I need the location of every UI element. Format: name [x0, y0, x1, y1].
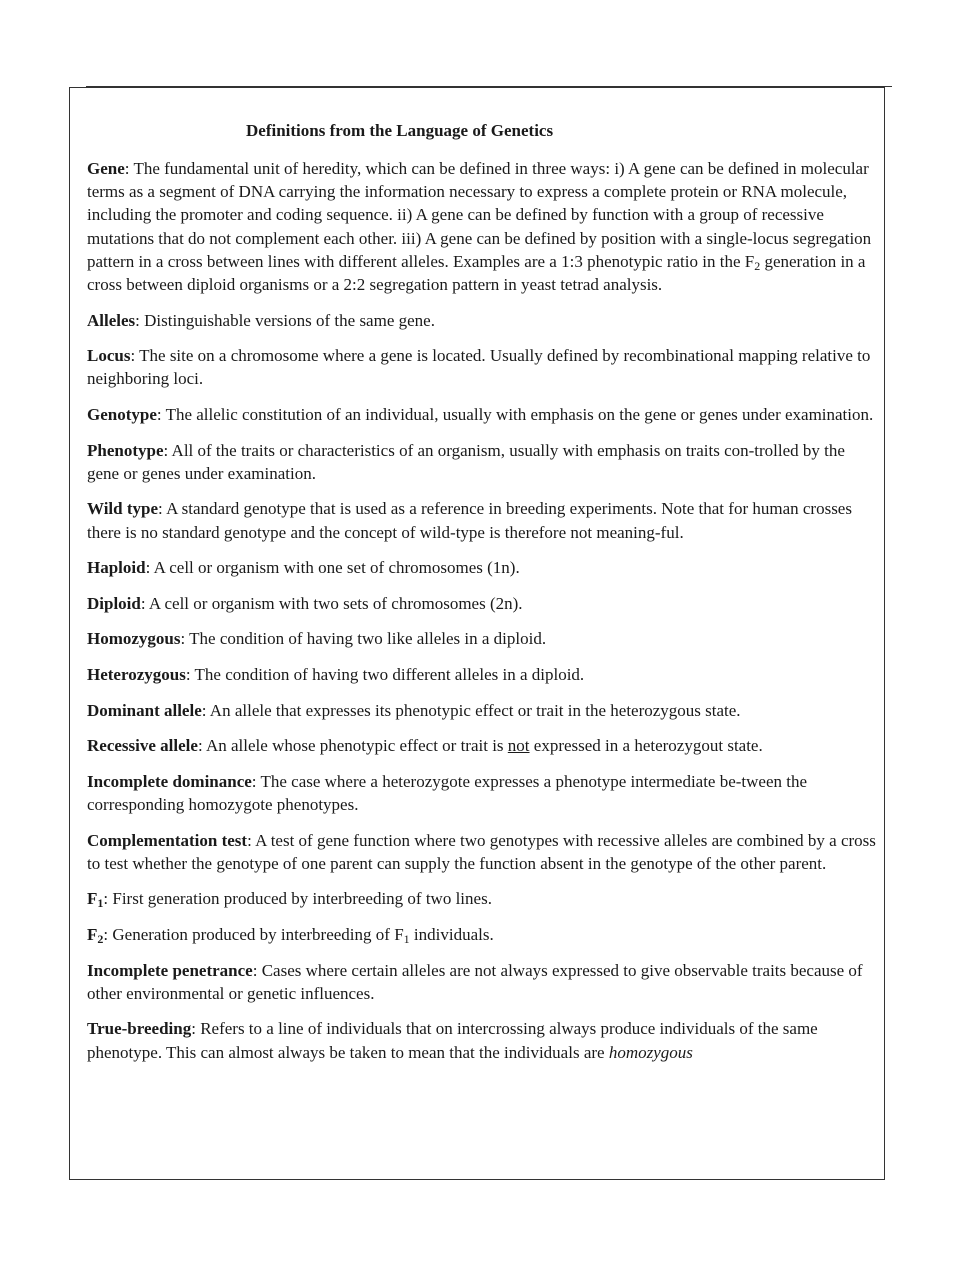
definition-heterozygous: Heterozygous: The condition of having two different alleles in a diploid.	[87, 664, 585, 684]
definition-text: The condition of having two different alleles in a diploid.	[194, 664, 585, 684]
definition-term	[87, 925, 103, 944]
term-base: F	[87, 924, 98, 944]
definition-term: Locus	[87, 346, 131, 366]
definition-text: A test of gene function where two genotypes with recessive alleles are combined by a cross to test whether the genotype of one parent can supply the function absent in the genotype of the other parent.	[87, 830, 876, 873]
definition-text: First generation produced by interbreeding of two lines.	[112, 889, 492, 909]
underlined-word: not	[507, 736, 530, 756]
subscript: 1	[403, 931, 410, 946]
italic-word: homozygous	[608, 1042, 693, 1062]
definition-homozygous: Homozygous: The condition of having two like alleles in a diploid.	[87, 629, 547, 649]
subscript-base: F	[744, 251, 755, 271]
definition-term: Incomplete penetrance	[87, 960, 253, 980]
definition-wild-type: Wild type: A standard genotype that is used as a reference in breeding experiments. Note that for human crosses there is no standard genotype and the concept of wild-type is therefore not meaning-ful.	[87, 499, 852, 542]
definition-text: The allelic constitution of an individual, usually with emphasis on the gene or genes under examination.	[165, 405, 874, 424]
definition-dominant-allele: Dominant allele: An allele that expresses its phenotypic effect or trait in the heterozygous state.	[87, 700, 741, 720]
definition-term: Homozygous	[87, 629, 181, 649]
definition-term: Genotype	[87, 405, 157, 424]
definition-incomplete-dominance: Incomplete dominance: The case where a heterozygote expresses a phenotype intermediate be-tween the corresponding homozygote phenotypes.	[87, 771, 808, 814]
definition-term: Incomplete dominance	[87, 771, 252, 791]
definition-text-cont: individuals.	[409, 924, 494, 944]
definition-text: A cell or organism with two sets of chromosomes (2n).	[148, 593, 523, 613]
definition-true-breeding: True-breeding: Refers to a line of individuals that on intercrossing always produce individuals of the same phenotype. This can almost always be taken to mean that the individuals are homozygous	[87, 1019, 818, 1062]
subscript-base: F	[394, 924, 404, 944]
definition-text: An allele whose phenotypic effect or trait is	[205, 736, 508, 756]
definition-genotype: Genotype: The allelic constitution of an individual, usually with emphasis on the gene or genes under examination.	[87, 405, 874, 424]
definition-text: An allele that expresses its phenotypic effect or trait in the heterozygous state.	[209, 700, 741, 720]
definition-text: A standard genotype that is used as a reference in breeding experiments. Note that for human crosses there is no standard genotype and the concept of wild-type is therefore not meaning-ful.	[87, 499, 852, 542]
subscript: 2	[754, 258, 761, 273]
definition-term: Alleles	[87, 310, 136, 330]
definition-term: Gene	[87, 159, 125, 178]
definition-gene: Gene: The fundamental unit of heredity, which can be defined in three ways: i) A gene can be defined in molecular terms as a segment of DNA carrying the information necessary to express a complete protein or RNA molecule, including the promoter and coding sequence. ii) A gene can be defined by function with a group of recessive mutations that do not complement each other. iii) A gene can be defined by position with a single-locus segregation pattern in a cross between lines with different alleles. Examples are a 1:3 phenotypic ratio in the $F_2$ generation in a cross between diploid organisms or a 2:2 segregation pattern in yeast tetrad analysis.	[87, 159, 872, 295]
definition-incomplete-penetrance: Incomplete penetrance: Cases where certain alleles are not always expressed to give observable traits because of other environmental or genetic influences.	[87, 960, 863, 1003]
subscript: 2	[97, 931, 104, 946]
definition-f2: $F_2$: Generation produced by interbreeding of $F_1$ individuals.	[87, 924, 494, 946]
definition-text: Distinguishable versions of the same gene.	[144, 310, 435, 330]
definition-text: A cell or organism with one set of chromosomes (1n).	[153, 558, 520, 578]
definition-f1: $F_1$: First generation produced by interbreeding of two lines.	[87, 889, 492, 911]
definition-text: All of the traits or characteristics of an organism, usually with emphasis on traits con-trolled by the gene or genes under examination.	[87, 440, 845, 483]
definition-text: The condition of having two like alleles in a diploid.	[189, 629, 547, 649]
definition-term: Recessive allele	[87, 736, 198, 756]
definition-term: Complementation test	[87, 830, 248, 850]
definition-text: The case where a heterozygote expresses a phenotype intermediate be-tween the corresponding homozygote phenotypes.	[87, 771, 808, 814]
definition-recessive-allele: Recessive allele: An allele whose phenotypic effect or trait is not expressed in a heterozygout state.	[87, 736, 763, 756]
definition-text-cont: generation in a cross between diploid organisms or a 2:2 segregation pattern in yeast tetrad analysis.	[87, 251, 866, 295]
definition-term	[87, 889, 104, 911]
definition-term: Wild type	[87, 499, 159, 519]
definition-term: Haploid	[87, 558, 146, 578]
definition-term: Phenotype	[87, 440, 164, 460]
definition-text: Refers to a line of individuals that on intercrossing always produce individuals of the same phenotype. This can almost always be taken to mean that the individuals are	[87, 1019, 818, 1062]
definition-term: True-breeding	[87, 1019, 192, 1039]
definition-alleles: Alleles: Distinguishable versions of the same gene.	[87, 310, 435, 330]
page-title: Definitions from the Language of Genetics	[246, 121, 554, 140]
definitions-list	[87, 157, 877, 1076]
definition-haploid: Haploid: A cell or organism with one set of chromosomes (1n).	[87, 558, 520, 578]
term-base: F	[87, 889, 98, 909]
definition-text: The fundamental unit of heredity, which can be defined in three ways: i) A gene can be defined in molecular terms as a segment of DNA carrying the information necessary to express a complete protein or RNA molecule, including the promoter and coding sequence. ii) A gene can be defined by function with a group of recessive mutations that do not complement each other. iii) A gene can be defined by position with a single-locus segregation pattern in a cross between lines with different alleles. Examples are a 1:3 phenotypic ratio in the	[87, 159, 872, 271]
definition-term: Dominant allele	[87, 700, 202, 720]
definition-text: Generation produced by interbreeding of	[112, 924, 395, 944]
definition-complementation-test: Complementation test: A test of gene function where two genotypes with recessive alleles are combined by a cross to test whether the genotype of one parent can supply the function absent in the genotype of the other parent.	[87, 830, 876, 873]
definition-term: Heterozygous	[87, 664, 186, 684]
definition-phenotype: Phenotype: All of the traits or characteristics of an organism, usually with emphasis on traits con-trolled by the gene or genes under examination.	[87, 440, 845, 483]
definition-text: Cases where certain alleles are not always expressed to give observable traits because of other environmental or genetic influences.	[87, 960, 863, 1003]
definition-text: The site on a chromosome where a gene is located. Usually defined by recombinational mapping relative to neighboring loci.	[87, 346, 871, 389]
definition-locus: Locus: The site on a chromosome where a gene is located. Usually defined by recombinational mapping relative to neighboring loci.	[87, 346, 871, 389]
definition-term: Diploid	[87, 593, 141, 613]
definition-text-cont: expressed in a heterozygout state.	[529, 736, 763, 756]
subscript: 1	[97, 896, 104, 911]
definition-diploid: Diploid: A cell or organism with two sets of chromosomes (2n).	[87, 593, 523, 613]
